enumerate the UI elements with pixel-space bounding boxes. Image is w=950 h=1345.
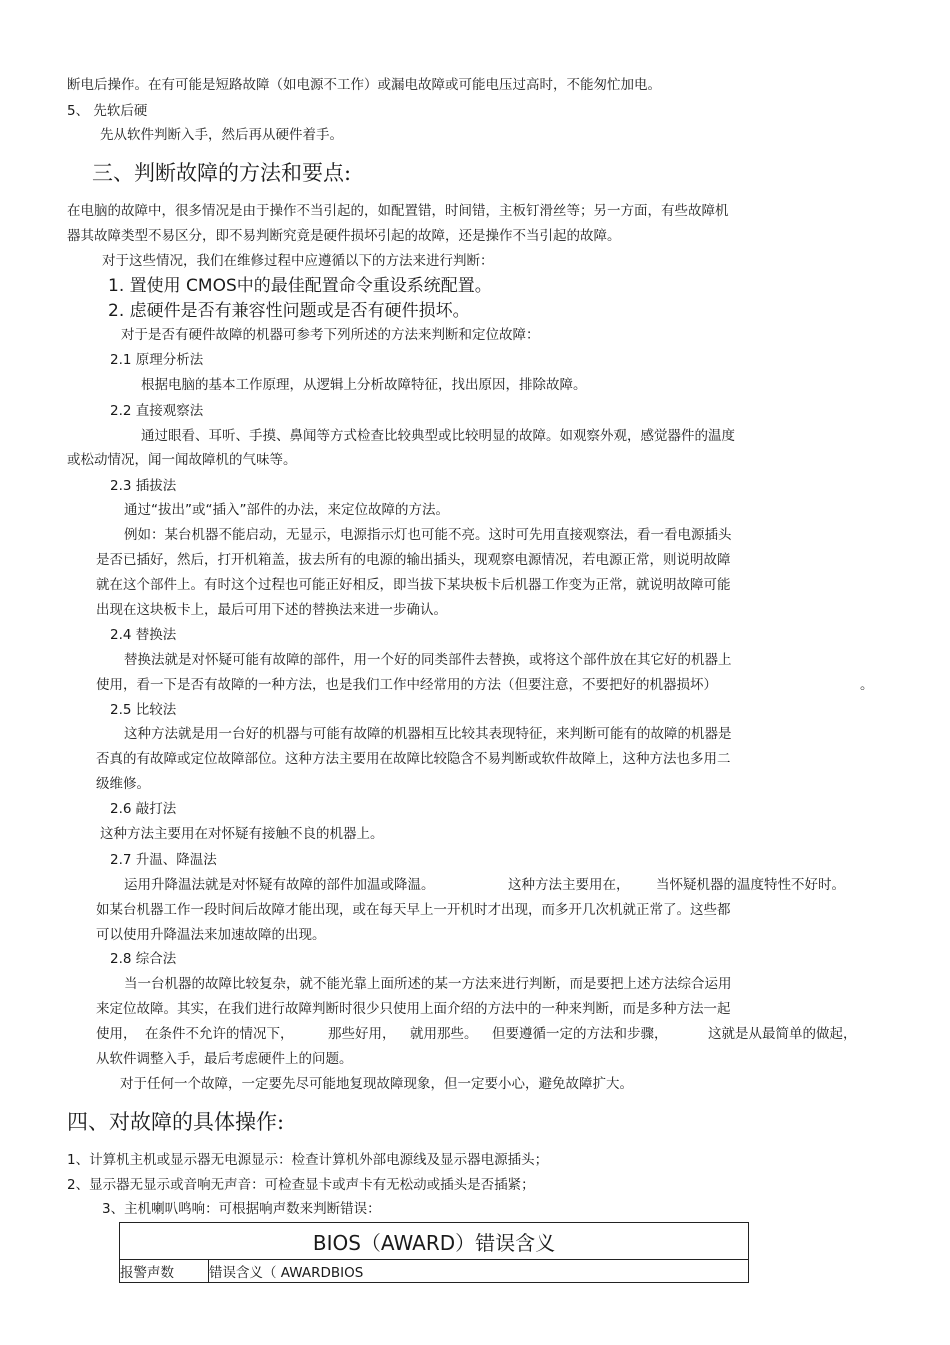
text-line: 就在这个部件上。有时这个过程也可能正好相反，即当拔下某块板卡后机器工作变为正常，就说明故障可能 (96, 577, 731, 593)
text-line: 在电脑的故障中，很多情况是由于操作不当引起的，如配置错，时间错，主板钉滑丝等；另一方面，有些故障机 (67, 203, 729, 219)
text-line: 或松动情况，闻一闻故障机的气味等。 (67, 452, 297, 468)
bios-error-table (119, 1222, 749, 1283)
table-header-row (120, 1260, 749, 1283)
text-line: 那些好用， (328, 1026, 396, 1042)
text-line: 当一台机器的故障比较复杂，就不能光靠上面所述的某一方法来进行判断，而是要把上述方法综合运用 (124, 976, 732, 992)
text-line: 例如：某台机器不能启动，无显示，电源指示灯也可能不亮。这时可先用直接观察法，看一看电源插头 (124, 527, 732, 543)
text-line: 是否已插好，然后，打开机箱盖，拔去所有的电源的输出插头，现观察电源情况，若电源正常，则说明故障 (96, 552, 731, 568)
text-line: 如某台机器工作一段时间后故障才能出现，或在每天早上一开机时才出现，而多开几次机就正常了。这些都 (96, 902, 731, 918)
text-line: 使用，看一下是否有故障的一种方法，也是我们工作中经常用的方法（但要注意，不要把好的机器损坏） (96, 677, 717, 693)
text-line: 对于这些情况，我们在维修过程中应遵循以下的方法来进行判断： (102, 253, 494, 269)
table-title: BIOS（AWARD）错误含义 (120, 1223, 749, 1260)
subsection-2-7: 2.7 升温、降温法 (110, 852, 217, 868)
text-line: 这就是从最简单的做起， (708, 1026, 857, 1042)
subsection-2-1: 2.1 原理分析法 (110, 352, 204, 368)
text-line: 从软件调整入手，最后考虑硬件上的问题。 (96, 1051, 353, 1067)
text-line: 器其故障类型不易区分，即不易判断究竟是硬件损坏引起的故障，还是操作不当引起的故障。 (67, 228, 621, 244)
text-line: 但要遵循一定的方法和步骤， (492, 1026, 668, 1042)
text-line: 通过“拔出”或“插入”部件的办法，来定位故障的方法。 (124, 502, 449, 518)
text-line: 替换法就是对怀疑可能有故障的部件，用一个好的同类部件去替换，或将这个部件放在其它好的机器上 (124, 652, 732, 668)
text-line: 否真的有故障或定位故障部位。这种方法主要用在故障比较隐含不易判断或软件故障上，这种方法也多用二 (96, 751, 731, 767)
text-line: 当怀疑机器的温度特性不好时。 (656, 877, 845, 893)
numbered-item-2: 2. 虑硬件是否有兼容性问题或是否有硬件损坏。 (108, 301, 470, 321)
text-line: 出现在这块板卡上，最后可用下述的替换法来进一步确认。 (96, 602, 447, 618)
text-line: 对于是否有硬件故障的机器可参考下列所述的方法来判断和定位故障： (121, 327, 540, 343)
subsection-2-2: 2.2 直接观察法 (110, 403, 204, 419)
header-error-meaning: 错误含义（ AWARDBIOS (209, 1260, 749, 1283)
text-line: 根据电脑的基本工作原理，从逻辑上分析故障特征，找出原因，排除故障。 (141, 377, 587, 393)
list-item-1: 1、计算机主机或显示器无电源显示：检查计算机外部电源线及显示器电源插头； (67, 1152, 549, 1168)
text-line: 级维修。 (96, 776, 150, 792)
text-line: 先从软件判断入手，然后再从硬件着手。 (100, 127, 343, 143)
text-line: 来定位故障。其实，在我们进行故障判断时很少只使用上面介绍的方法中的一种来判断，而是多种方法一起 (96, 1001, 731, 1017)
text-line: 这种方法主要用在对怀疑有接触不良的机器上。 (100, 826, 384, 842)
subsection-2-5: 2.5 比较法 (110, 702, 177, 718)
text-line: 运用升降温法就是对怀疑有故障的部件加温或降温。 (124, 877, 435, 893)
list-item-3: 3、主机喇叭鸣响：可根据响声数来判断错误： (102, 1201, 381, 1217)
list-item-2: 2、显示器无显示或音响无声音：可检查显卡或声卡有无松动或插头是否插紧； (67, 1177, 535, 1193)
text-line: 这种方法就是用一台好的机器与可能有故障的机器相互比较其表现特征，来判断可能有的故障的机器是 (124, 726, 732, 742)
text-line: 就用那些。 (410, 1026, 478, 1042)
section-heading-4: 四、对故障的具体操作: (67, 1110, 285, 1134)
text-line: 断电后操作。在有可能是短路故障（如电源不工作）或漏电故障或可能电压过高时，不能匆忙加电。 (67, 77, 661, 93)
header-beep-count: 报警声数 (120, 1260, 209, 1283)
subsection-2-8: 2.8 综合法 (110, 951, 177, 967)
subsection-2-4: 2.4 替换法 (110, 627, 177, 643)
text-line: 可以使用升降温法来加速故障的出现。 (96, 927, 326, 943)
text-line: 对于任何一个故障，一定要先尽可能地复现故障现象，但一定要小心，避免故障扩大。 (120, 1076, 633, 1092)
section-heading-3: 三、判断故障的方法和要点: (92, 161, 352, 185)
subsection-2-3: 2.3 插拔法 (110, 478, 177, 494)
text-line: 使用， (96, 1026, 137, 1042)
text-line: 在条件不允许的情况下， (145, 1026, 294, 1042)
text-line: 通过眼看、耳听、手摸、鼻闻等方式检查比较典型或比较明显的故障。如观察外观，感觉器件的温度 (141, 428, 735, 444)
numbered-item-1: 1. 置使用 CMOS中的最佳配置命令重设系统配置。 (108, 276, 492, 296)
list-item-5: 5、 先软后硬 (67, 103, 148, 119)
text-line: 这种方法主要用在， (508, 877, 630, 893)
subsection-2-6: 2.6 敲打法 (110, 801, 177, 817)
text-line-end: 。 (860, 677, 874, 693)
